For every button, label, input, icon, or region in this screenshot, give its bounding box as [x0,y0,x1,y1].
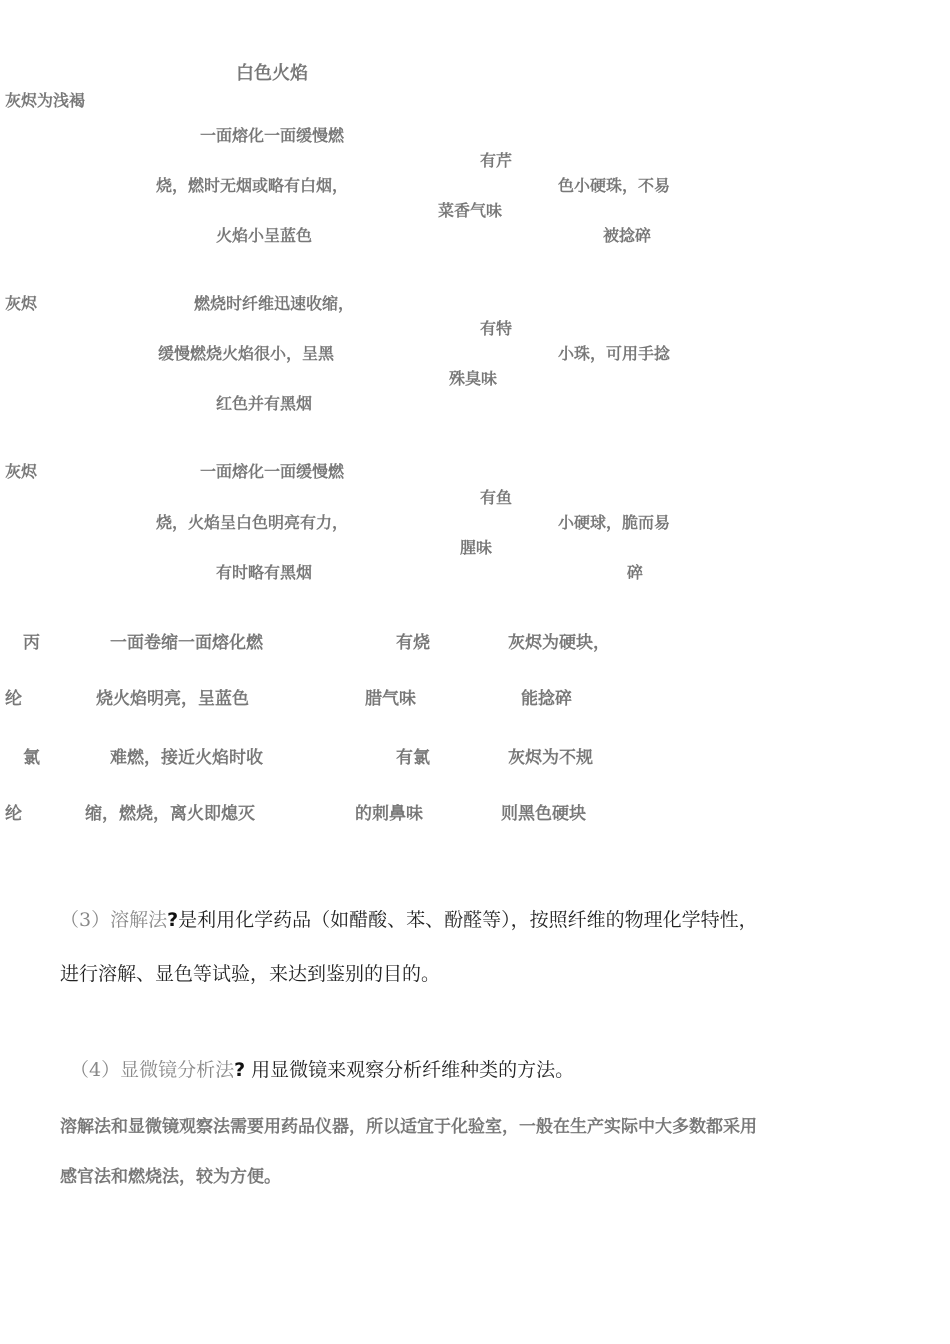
method-4-line [70,1058,574,1082]
ash-text: 灰烬为浅褐 [5,91,86,110]
smell-text: 有特 [480,319,513,338]
ash-text: 灰烬 [5,462,38,481]
burn-text: 火焰小呈蓝色 [216,226,313,245]
burn-text: 烧火焰明亮，呈蓝色 [96,689,249,709]
burn-text: 一面卷缩一面熔化燃 [110,633,263,653]
residue-text: 灰烬为硬块， [508,633,610,653]
burn-text: 缓慢燃烧火焰很小，呈黑 [158,344,335,363]
method-4-label: （4）显微镜分析法 [70,1059,235,1081]
fiber-name: 纶 [5,689,22,709]
residue-text: 则黑色硬块 [501,804,586,824]
method-3-text: 是利用化学药品（如醋酸、苯、酚醛等），按照纤维的物理化学特性， [178,909,758,931]
burn-text: 燃烧时纤维迅速收缩， [194,294,355,313]
residue-text: 能捻碎 [521,689,572,709]
residue-text: 灰烬为不规 [508,748,593,768]
burn-text: 一面熔化一面缓慢燃 [200,126,345,145]
smell-text: 腊气味 [365,689,416,709]
method-3-line-2: 进行溶解、显色等试验，来达到鉴别的目的。 [60,963,441,985]
smell-text: 有芹 [480,151,513,170]
burn-text: 缩，燃烧，离火即熄灭 [85,804,255,824]
method-4-text: 用显微镜来观察分析纤维种类的方法。 [245,1059,575,1081]
ash-text: 灰烬 [5,294,38,313]
burn-text: 白色火焰 [236,63,308,84]
smell-text: 菜香气味 [438,201,503,220]
residue-text: 小硬球，脆而易 [558,513,671,532]
burn-text: 烧，燃时无烟或略有白烟， [156,176,349,195]
smell-text: 腥味 [460,538,493,557]
smell-text: 的刺鼻味 [355,804,423,824]
question-mark: ? [234,1059,246,1081]
smell-text: 有氯 [396,748,430,768]
smell-text: 有鱼 [480,488,513,507]
residue-text: 碎 [627,563,644,582]
method-3-line-1 [60,908,758,932]
burn-text: 烧，火焰呈白色明亮有力， [156,513,349,532]
residue-text: 色小硬珠，不易 [558,176,671,195]
note-line-1: 溶解法和显微镜观察法需要用药品仪器，所以适宜于化验室，一般在生产实际中大多数都采用 [60,1117,757,1137]
method-3-label: （3）溶解法 [60,909,168,931]
fiber-name: 丙 [23,633,40,653]
burn-text: 一面熔化一面缓慢燃 [200,462,345,481]
fiber-name: 氯 [23,748,40,768]
question-mark: ? [167,909,179,931]
residue-text: 小珠，可用手捻 [558,344,671,363]
burn-text: 红色并有黑烟 [216,394,313,413]
residue-text: 被捻碎 [603,226,652,245]
burn-text: 难燃，接近火焰时收 [110,748,263,768]
smell-text: 有烧 [396,633,430,653]
note-line-2: 感官法和燃烧法，较为方便。 [60,1167,281,1187]
burn-text: 有时略有黑烟 [216,563,313,582]
fiber-name: 纶 [5,804,22,824]
smell-text: 殊臭味 [449,369,498,388]
